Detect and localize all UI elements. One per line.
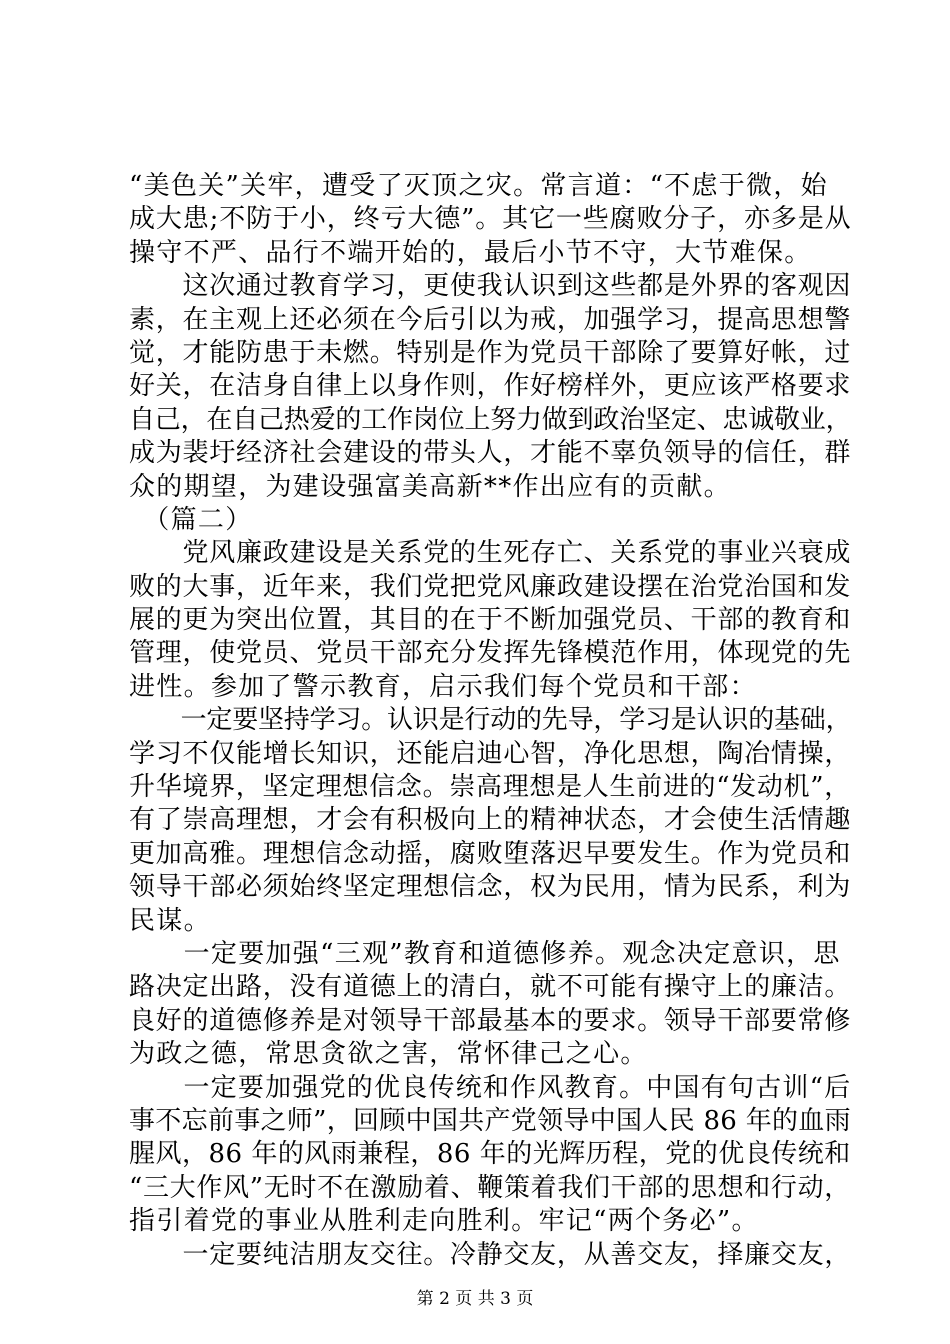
text-line: （篇二）	[129, 504, 253, 535]
text-line: “美色关”关牢，遭受了灭顶之灾。常言道：“不虑于微，始	[129, 171, 828, 201]
text-line: 良好的道德修养是对领导干部最基本的要求。领导干部要常修	[129, 1005, 852, 1036]
text-line: 一定要纯洁朋友交往。冷静交友，从善交友，择廉交友，	[129, 1239, 852, 1270]
text-line: 成大患;不防于小，终亏大德”。其它一些腐败分子，亦多是从	[129, 204, 852, 235]
text-line: 展的更为突出位置，其目的在于不断加强党员、干部的教育和	[129, 605, 852, 636]
document-body	[129, 170, 852, 1272]
text-line: 一定要坚持学习。认识是行动的先导，学习是认识的基础，	[129, 705, 852, 736]
text-line: “三大作风”无时不在激励着、鞭策着我们干部的思想和行动，	[129, 1172, 851, 1203]
page-footer: 第 2 页 共 3 页	[416, 1289, 534, 1309]
text-line: 更加高雅。理想信念动摇，腐败堕落迟早要发生。作为党员和	[129, 838, 852, 869]
text-line: 路决定出路，没有道德上的清白，就不可能有操守上的廉洁。	[129, 972, 852, 1003]
text-line: 这次通过教育学习，更使我认识到这些都是外界的客观因	[129, 271, 852, 302]
text-line: 众的期望，为建设强富美高新**作出应有的贡献。	[129, 471, 731, 502]
text-line: 有了崇高理想，才会有积极向上的精神状态，才会使生活情趣	[129, 805, 852, 836]
text-line: 觉，才能防患于未燃。特别是作为党员干部除了要算好帐，过	[129, 337, 852, 368]
text-line: 腥风，86 年的风雨兼程，86 年的光辉历程，党的优良传统和	[129, 1139, 851, 1170]
text-line: 成为裴圩经济社会建设的带头人，才能不辜负领导的信任，群	[129, 438, 852, 469]
text-line: 自己，在自己热爱的工作岗位上努力做到政治坚定、忠诚敬业，	[129, 404, 852, 435]
text-line: 一定要加强“三观”教育和道德修养。观念决定意识，思	[129, 938, 841, 969]
text-line: 升华境界，坚定理想信念。崇高理想是人生前进的“发动机”，	[129, 772, 851, 803]
text-line: 素，在主观上还必须在今后引以为戒，加强学习，提高思想警	[129, 304, 852, 335]
text-line: 好关，在洁身自律上以身作则，作好榜样外，更应该严格要求	[129, 371, 852, 402]
text-line: 民谋。	[129, 905, 211, 936]
text-line: 指引着党的事业从胜利走向胜利。牢记“两个务必”。	[129, 1206, 759, 1237]
text-line: 进性。参加了警示教育，启示我们每个党员和干部：	[129, 671, 757, 702]
text-line: 学习不仅能增长知识，还能启迪心智，净化思想，陶冶情操，	[129, 738, 852, 769]
text-line: 败的大事，近年来，我们党把党风廉政建设摆在治党治国和发	[129, 571, 852, 602]
text-line: 操守不严、品行不端开始的，最后小节不守，大节难保。	[129, 237, 812, 268]
text-line: 领导干部必须始终坚定理想信念，权为民用，情为民系，利为	[129, 872, 852, 903]
text-line: 一定要加强党的优良传统和作风教育。中国有句古训“后	[129, 1072, 852, 1103]
text-line: 事不忘前事之师”，回顾中国共产党领导中国人民 86 年的血雨	[129, 1105, 851, 1136]
text-line: 为政之德，常思贪欲之害，常怀律己之心。	[129, 1039, 648, 1070]
text-line: 管理，使党员、党员干部充分发挥先锋模范作用，体现党的先	[129, 638, 852, 669]
text-line: 党风廉政建设是关系党的生死存亡、关系党的事业兴衰成	[129, 538, 852, 569]
